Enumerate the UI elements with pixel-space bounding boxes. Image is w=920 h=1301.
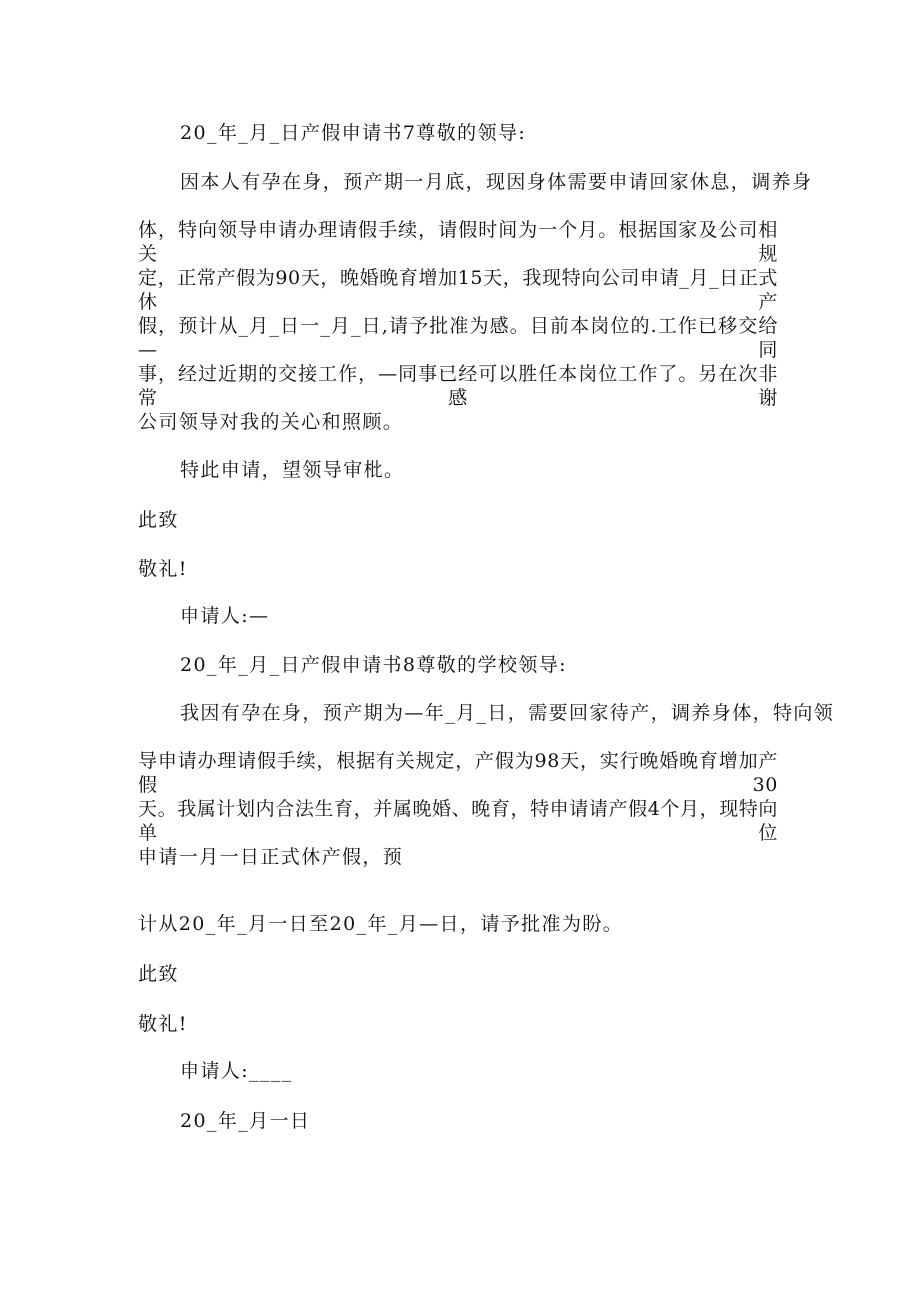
letter1-paragraph-line: 公司领导对我的关心和照顾。 bbox=[138, 411, 404, 433]
letter2-paragraph-line: 天。我属计划内合法生育，并属晚婚、晚育，特申请请产假4个月，现特向单位 bbox=[138, 798, 778, 844]
letter2-paragraph-line: 申请一月一日正式休产假，预 bbox=[138, 846, 404, 868]
letter1-paragraph-line: 体，特向领导申请办理请假手续，请假时间为一个月。根据国家及公司相关规 bbox=[138, 219, 778, 265]
letter1-salutation: 敬礼! bbox=[138, 558, 188, 580]
letter1-paragraph-line: 事，经过近期的交接工作，—同事已经可以胜任本岗位工作了。另在次非常感谢 bbox=[138, 363, 778, 409]
letter1-paragraph-line: 因本人有孕在身，预产期一月底，现因身体需要申请回家休息，调养身 bbox=[180, 171, 813, 193]
letter2-closing: 此致 bbox=[138, 963, 179, 985]
letter2-heading: 20_年_月_日产假申请书8尊敬的学校领导: bbox=[180, 654, 567, 676]
letter1-paragraph-line: 定，正常产假为90天，晚婚晚育增加15天，我现特向公司申请_月_日正式休产 bbox=[138, 267, 778, 313]
letter2-paragraph-line: 导申请办理请假手续，根据有关规定，产假为98天，实行晚婚晚育增加产假30 bbox=[138, 750, 778, 796]
letter1-signature: 申请人:— bbox=[180, 605, 270, 627]
letter1-request-line: 特此申请，望领导审枇。 bbox=[180, 459, 405, 481]
letter1-heading: 20_年_月_日产假申请书7尊敬的领导: bbox=[180, 122, 527, 144]
letter2-signature: 申请人:____ bbox=[180, 1060, 293, 1082]
letter2-paragraph-line: 我因有孕在身，预产期为—年_月_日，需要回家待产，调养身体，特向领 bbox=[180, 702, 835, 724]
letter1-closing: 此致 bbox=[138, 509, 179, 531]
letter2-paragraph-line: 计从20_年_月一日至20_年_月—日，请予批准为盼。 bbox=[138, 913, 624, 935]
letter1-paragraph-line: 假，预计从_月_日一_月_日,请予批准为感。目前本岗位的.工作已移交给—同 bbox=[138, 315, 778, 361]
letter2-salutation: 敬礼! bbox=[138, 1013, 188, 1035]
letter2-date: 20_年_月一日 bbox=[180, 1110, 311, 1132]
